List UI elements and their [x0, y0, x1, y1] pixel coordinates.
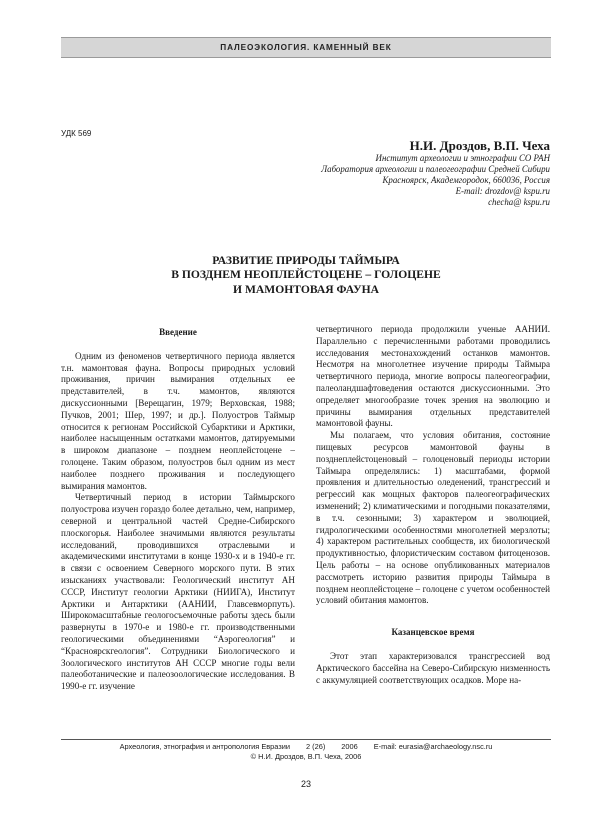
running-header: ПАЛЕОЭКОЛОГИЯ. КАМЕННЫЙ ВЕК — [61, 37, 551, 58]
title-line: И МАМОНТОВАЯ ФАУНА — [233, 282, 379, 296]
journal-email: E-mail: eurasia@archaeology.nsc.ru — [373, 742, 493, 751]
title-line: РАЗВИТИЕ ПРИРОДЫ ТАЙМЫРА — [212, 254, 400, 267]
affiliation-line: Институт археологии и этнографии СО РАН — [375, 153, 550, 163]
footer — [61, 742, 551, 762]
footer-divider — [61, 739, 551, 740]
udk-code: УДК 569 — [61, 129, 92, 138]
affiliation-line: Лаборатория археологии и палеогеографии Средней Сибири — [321, 164, 550, 174]
copyright: © Н.И. Дроздов, В.П. Чеха, 2006 — [250, 752, 362, 761]
section-heading-introduction: Введение — [159, 327, 197, 337]
paragraph: Одним из феноменов четвертичного периода является т.н. мамонтовая фауна. Вопросы природных условий проживания, причин вымирания отдельных ее представителей, в т.ч. мамонтов, являются дискуссионными [Верещагин, 1979; Верховская, 1988; Пучков, 2001; Шер, 1997; и др.]. Полуостров Таймыр относится к регионам Российской Субарктики и Арктики, наиболее насыщенным остатками мамонтов, датируемыми в широком диапазоне – позднем неоплейстоцене – голоцене. Таким образом, полуостров был одним из мест наиболее позднего проживания и последующего вымирания мамонтов. — [61, 350, 295, 491]
affiliation-email: checha@ kspu.ru — [488, 197, 550, 207]
left-column — [61, 327, 295, 693]
issue-year: 2006 — [341, 742, 358, 751]
paragraph: Этот этап характеризовался трансгрессией вод Арктического бассейна на Северо-Сибирскую низменность с аккумуляцией соответствующих осадков. Море на- — [316, 650, 550, 685]
affiliation — [230, 153, 550, 208]
affiliation-email: E-mail: drozdov@ kspu.ru — [455, 186, 550, 196]
article-title — [61, 254, 551, 297]
section-heading-kazantsevo: Казанцевское время — [391, 627, 475, 638]
title-line: В ПОЗДНЕМ НЕОПЛЕЙСТОЦЕНЕ – ГОЛОЦЕНЕ — [171, 268, 441, 282]
affiliation-line: Красноярск, Академгородок, 660036, Россия — [382, 175, 550, 185]
right-column — [316, 324, 550, 686]
page-number: 23 — [300, 779, 311, 789]
issue-number: 2 (26) — [305, 742, 326, 751]
authors: Н.И. Дроздов, В.П. Чеха — [409, 138, 550, 153]
paragraph: Четвертичный период в истории Таймырского полуострова изучен гораздо более детально, чем, например, северной и центральной частей Средне-Сибирского плоскогорья. Наиболее значимыми являются результаты исследований, проводившихся отраслевыми и академическими институтами в конце 1930-х и в 1940-е гг. в связи с освоением Северного морского пути. В этих изысканиях участвовали: Геологический институт АН СССР, Институт геологии Арктики (НИИГА), Институт Арктики и Антарктики (ААНИИ, Главсевморпуть). Широкомасштабные геологосъемочные работы здесь были развернуты в 1970-е и 1980-е гг. производственными геологическими объединениями “Аэрогеология” и “Красноярскгеология”. Сотрудники Биологического и Зоологического институтов АН СССР многие годы вели палеоботанические и палеозоологические исследования. В 1990-е гг. изучение — [61, 492, 295, 692]
paragraph: четвертичного периода продолжили ученые ААНИИ. Параллельно с перечисленными работами проводились исследования местонахождений останков мамонтов. Несмотря на многолетнее изучение природы Таймыра четвертичного периода, многие вопросы палеогеографии, палеоландшафтоведения остаются дискуссионными. Это определяет многообразие точек зрения на эволюцию и причины вымирания отдельных представителей мамонтовой фауны. — [316, 324, 550, 429]
journal-name: Археология, этнография и антропология Евразии — [119, 742, 290, 751]
paragraph: Мы полагаем, что условия обитания, состояние пищевых ресурсов мамонтовой фауны в позднеплейстоценовый – голоценовый периоды истории Таймыра определялись: 1) масштабами, формой проявления и длительностью оледенений, трансгрессий и регрессий как мощных факторов палеогеографических изменений; 2) климатическими и погодными показателями, в т.ч. сезонными; 3) характером и эволюцией, гидрологическими особенностями многолетней мерзлоты; 4) характером растительных сообществ, их биологической продуктивностью, флористическим составом фитоценозов. Цель работы – на основе опубликованных материалов рассмотреть историю развития природы Таймыра в позднем неоплейстоцене – голоцене с учетом особенностей условий обитания мамонтов. — [316, 430, 550, 606]
